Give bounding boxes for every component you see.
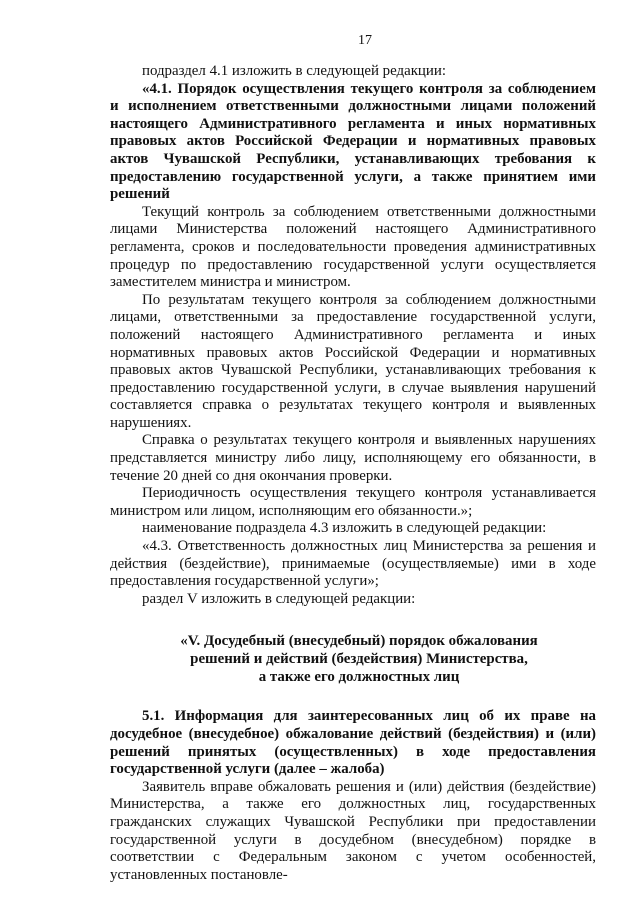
paragraph-report: Справка о результатах текущего контроля и выявленных нарушениях представляется министру либо лицу, исполняющему его обязанности, в течение 20 дней со дня окончания проверки. bbox=[110, 432, 596, 484]
section-title-line-3: а также его должностных лиц bbox=[258, 669, 460, 686]
paragraph-control-results: По результатам текущего контроля за соблюдением должностными лицами, ответственными за предоставление государственной услуги, положений настоящего Административного регламента и иных нормативных правовых актов Российской Федерации и нормативных правовых актов Чувашской Республики, устанавливающих требования к предоставлению государственной услуги, в случае выявления нарушений составляется справка о результатах текущего контроля и выявленных нарушениях. bbox=[110, 291, 596, 431]
body-text-top bbox=[110, 63, 596, 608]
paragraph-applicant-right: Заявитель вправе обжаловать решения и (или) действия (бездействие) Министерства, а также его должностных лиц, государственных гражданских служащих Чувашской Республики при предоставлении государственной услуги в досудебном (внесудебном) порядке в соответствии с Федеральным законом с учетом особенностей, установленных постановле- bbox=[110, 778, 596, 883]
paragraph-current-control: Текущий контроль за соблюдением ответственными должностными лицами Министерства положений настоящего Административного регламента, сроков и последовательности проведения административных процедур по предоставлению государственной услуги осуществляется заместителем министра и министром. bbox=[110, 203, 596, 291]
heading-4-1: «4.1. Порядок осуществления текущего контроля за соблюдением и исполнением ответственными должностными лицами положений настоящего Административного регламента и иных нормативных правовых актов Российской Федерации и нормативных правовых актов Чувашской Республики, устанавливающих требования к предоставлению государственной услуги, а также принятием ими решений bbox=[110, 80, 596, 203]
section-title-line-2: решений и действий (бездействия) Министерства, bbox=[190, 651, 528, 668]
paragraph-instruction-4-3: наименование подраздела 4.3 изложить в следующей редакции: bbox=[142, 520, 547, 537]
body-text-bottom bbox=[110, 708, 596, 884]
paragraph-instruction-4-1: подраздел 4.1 изложить в следующей редакции: bbox=[142, 63, 446, 79]
paragraph-instruction-section-v: раздел V изложить в следующей редакции: bbox=[142, 590, 416, 607]
heading-5-1: 5.1. Информация для заинтересованных лиц об их праве на досудебное (внесудебное) обжалование действий (бездействия) и (или) решений принятых (осуществленных) в ходе предоставления государственной услуги (далее – жалоба) bbox=[110, 708, 596, 778]
section-title-line-1: «V. Досудебный (внесудебный) порядок обжалования bbox=[180, 633, 538, 650]
page-number: 17 bbox=[358, 33, 372, 48]
section-v-title bbox=[110, 632, 596, 686]
paragraph-4-3-title: «4.3. Ответственность должностных лиц Министерства за решения и действия (бездействие), принимаемые (осуществляемые) ими в ходе предоставления государственной услуги»; bbox=[110, 538, 596, 590]
paragraph-periodicity: Периодичность осуществления текущего контроля устанавливается министром или лицом, исполняющим его обязанности.»; bbox=[110, 485, 596, 519]
